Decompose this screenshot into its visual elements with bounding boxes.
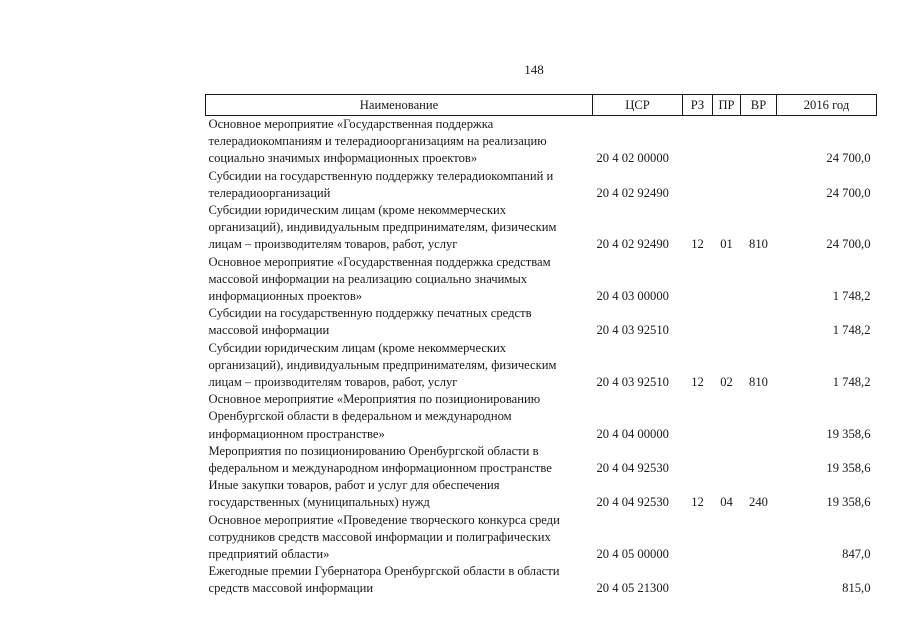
row-vr bbox=[741, 116, 777, 168]
row-rz bbox=[683, 512, 713, 564]
row-name-line: Субсидии на государственную поддержку телерадиокомпаний и bbox=[208, 168, 554, 183]
table-row bbox=[206, 202, 877, 254]
row-name-line: Субсидии юридическим лицам (кроме некоммерческих bbox=[208, 203, 507, 218]
row-csr: 20 4 02 92490 bbox=[596, 185, 669, 200]
row-name-line: Субсидии на государственную поддержку печатных средств bbox=[208, 306, 532, 321]
row-name bbox=[206, 340, 593, 392]
row-vr bbox=[741, 443, 777, 477]
row-name-line: средств массовой информации bbox=[208, 581, 374, 596]
row-vr bbox=[741, 391, 777, 443]
row-rz: 12 bbox=[691, 495, 704, 510]
row-rz bbox=[683, 443, 713, 477]
header-pr: ПР bbox=[713, 95, 741, 116]
row-name-line: сотрудников средств массовой информации и полиграфических bbox=[208, 529, 551, 544]
row-rz bbox=[683, 254, 713, 306]
row-name-line: Основное мероприятие «Государственная поддержка bbox=[208, 117, 494, 131]
row-name-line: социально значимых информационных проектов» bbox=[208, 151, 478, 166]
table-row bbox=[206, 563, 877, 597]
row-name-line: телерадиокомпаниям и телерадиоорганизациям на реализацию bbox=[208, 134, 547, 149]
row-name-line: Основное мероприятие «Государственная поддержка средствам bbox=[208, 254, 551, 269]
header-vr: ВР bbox=[741, 95, 777, 116]
row-name bbox=[206, 443, 593, 477]
header-rz: РЗ bbox=[683, 95, 713, 116]
row-name bbox=[206, 305, 593, 339]
row-pr bbox=[713, 391, 741, 443]
table-row bbox=[206, 254, 877, 306]
row-name bbox=[206, 202, 593, 254]
row-csr: 20 4 03 00000 bbox=[596, 289, 669, 304]
row-vr bbox=[741, 254, 777, 306]
table-header-row bbox=[206, 95, 877, 116]
header-csr: ЦСР bbox=[593, 95, 683, 116]
row-vr: 240 bbox=[749, 495, 768, 510]
row-sum: 847,0 bbox=[842, 547, 871, 562]
row-csr: 20 4 05 21300 bbox=[596, 581, 669, 596]
row-rz bbox=[683, 168, 713, 202]
row-name-line: информационных проектов» bbox=[208, 289, 363, 304]
row-rz bbox=[683, 563, 713, 597]
row-pr: 02 bbox=[720, 375, 733, 390]
table-row bbox=[206, 116, 877, 168]
row-pr bbox=[713, 168, 741, 202]
row-name bbox=[206, 477, 593, 511]
row-csr: 20 4 04 92530 bbox=[596, 495, 669, 510]
header-name: Наименование bbox=[206, 95, 593, 116]
row-name-line: телерадиоорганизаций bbox=[208, 185, 331, 200]
row-pr: 04 bbox=[720, 495, 733, 510]
table-row bbox=[206, 477, 877, 511]
row-name-line: организаций), индивидуальным предпринимателям, физическим bbox=[208, 220, 557, 235]
row-name-line: массовой информации bbox=[208, 323, 330, 338]
table-body bbox=[206, 116, 877, 598]
row-sum: 1 748,2 bbox=[832, 323, 871, 338]
row-csr: 20 4 04 00000 bbox=[596, 426, 669, 441]
row-sum: 24 700,0 bbox=[826, 185, 871, 200]
row-csr: 20 4 02 00000 bbox=[596, 151, 669, 166]
row-sum: 815,0 bbox=[842, 581, 871, 596]
row-name-line: предприятий области» bbox=[208, 547, 330, 562]
row-pr bbox=[713, 116, 741, 168]
row-name bbox=[206, 563, 593, 597]
row-pr bbox=[713, 512, 741, 564]
page-number: 148 bbox=[524, 62, 544, 77]
table-row bbox=[206, 305, 877, 339]
row-sum: 19 358,6 bbox=[826, 461, 871, 476]
table-row bbox=[206, 391, 877, 443]
row-sum: 1 748,2 bbox=[832, 375, 871, 390]
row-name-line: информационном пространстве» bbox=[208, 426, 385, 441]
row-rz: 12 bbox=[691, 237, 704, 252]
row-name-line: Оренбургской области в федеральном и международном bbox=[208, 409, 512, 424]
row-pr bbox=[713, 254, 741, 306]
row-name bbox=[206, 254, 593, 306]
table-row bbox=[206, 443, 877, 477]
row-sum: 19 358,6 bbox=[826, 495, 871, 510]
row-pr bbox=[713, 443, 741, 477]
row-sum: 1 748,2 bbox=[832, 289, 871, 304]
row-sum: 24 700,0 bbox=[826, 237, 871, 252]
row-name-line: Субсидии юридическим лицам (кроме некоммерческих bbox=[208, 340, 507, 355]
row-name-line: государственных (муниципальных) нужд bbox=[208, 495, 430, 510]
row-name-line: федеральном и международном информационном пространстве bbox=[208, 461, 552, 476]
row-csr: 20 4 05 00000 bbox=[596, 547, 669, 562]
row-rz bbox=[683, 116, 713, 168]
row-name-line: массовой информации на реализацию социально значимых bbox=[208, 271, 528, 286]
row-name-line: Ежегодные премии Губернатора Оренбургской области в области bbox=[208, 564, 560, 579]
row-sum: 19 358,6 bbox=[826, 426, 871, 441]
row-csr: 20 4 03 92510 bbox=[596, 375, 669, 390]
table-row bbox=[206, 340, 877, 392]
row-rz bbox=[683, 391, 713, 443]
table-row bbox=[206, 168, 877, 202]
row-name bbox=[206, 116, 593, 168]
row-vr: 810 bbox=[749, 375, 768, 390]
row-name-line: лицам – производителям товаров, работ, услуг bbox=[208, 237, 458, 252]
row-csr: 20 4 03 92510 bbox=[596, 323, 669, 338]
row-vr bbox=[741, 168, 777, 202]
row-name-line: Мероприятия по позиционированию Оренбургской области в bbox=[208, 443, 539, 458]
row-sum: 24 700,0 bbox=[826, 151, 871, 166]
row-csr: 20 4 04 92530 bbox=[596, 461, 669, 476]
row-name-line: Основное мероприятие «Проведение творческого конкурса среди bbox=[208, 512, 560, 527]
row-vr bbox=[741, 305, 777, 339]
row-name bbox=[206, 512, 593, 564]
row-vr: 810 bbox=[749, 237, 768, 252]
header-sum: 2016 год bbox=[777, 95, 877, 116]
row-name-line: Основное мероприятие «Мероприятия по позиционированию bbox=[208, 392, 541, 407]
table-row bbox=[206, 512, 877, 564]
row-rz: 12 bbox=[691, 375, 704, 390]
row-name bbox=[206, 391, 593, 443]
row-rz bbox=[683, 305, 713, 339]
row-name-line: организаций), индивидуальным предпринимателям, физическим bbox=[208, 357, 557, 372]
row-name-line: Иные закупки товаров, работ и услуг для обеспечения bbox=[208, 478, 500, 493]
row-vr bbox=[741, 512, 777, 564]
row-csr: 20 4 02 92490 bbox=[596, 237, 669, 252]
row-pr bbox=[713, 305, 741, 339]
row-pr bbox=[713, 563, 741, 597]
row-name bbox=[206, 168, 593, 202]
row-pr: 01 bbox=[720, 237, 733, 252]
budget-table bbox=[205, 94, 877, 598]
row-vr bbox=[741, 563, 777, 597]
row-name-line: лицам – производителям товаров, работ, услуг bbox=[208, 375, 458, 390]
